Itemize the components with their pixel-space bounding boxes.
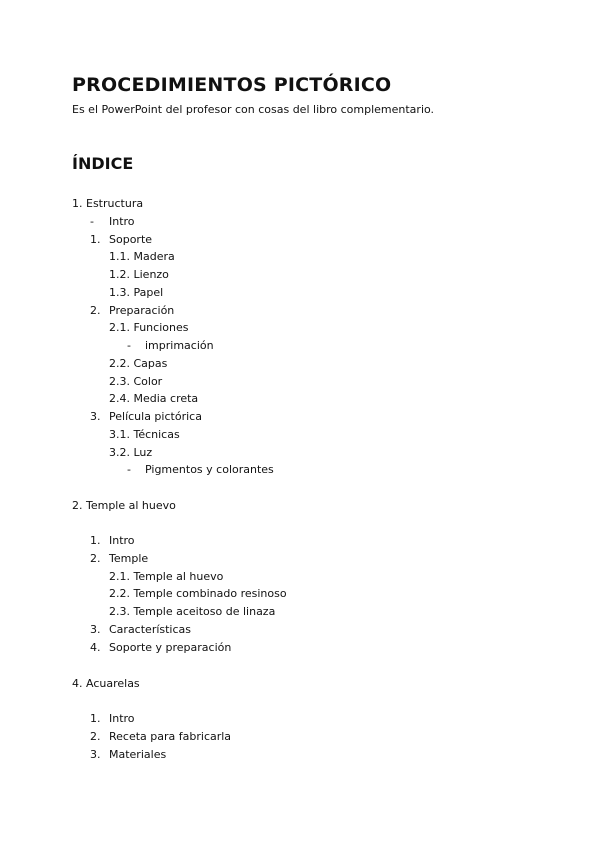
list-marker: 3. [90, 748, 101, 761]
toc-item: Soporte y preparación [109, 641, 232, 654]
toc-subitem: 3.2. Luz [109, 446, 153, 459]
toc-subitem: 2.3. Color [109, 375, 163, 388]
toc-subitem: 2.2. Capas [109, 357, 168, 370]
list-marker: 2. [90, 730, 101, 743]
toc-item: Materiales [109, 748, 167, 761]
toc-item: Soporte [109, 233, 153, 246]
toc-subitem: 2.3. Temple aceitoso de linaza [109, 605, 276, 618]
list-marker: 2. [90, 304, 101, 317]
list-marker: 3. [90, 410, 101, 423]
toc-item: Intro [109, 215, 135, 228]
list-marker: - [127, 339, 131, 352]
list-marker: 3. [90, 623, 101, 636]
list-marker: - [127, 463, 131, 476]
toc-section-title: 4. Acuarelas [72, 677, 140, 690]
list-marker: - [90, 215, 94, 228]
list-marker: 2. [90, 552, 101, 565]
toc-item: Película pictórica [109, 410, 202, 423]
toc-subitem: 2.4. Media creta [109, 392, 199, 405]
toc-item: Intro [109, 534, 135, 547]
toc-item: Temple [109, 552, 149, 565]
toc-item: Intro [109, 712, 135, 725]
list-marker: 1. [90, 233, 101, 246]
toc-section-title: 1. Estructura [72, 197, 144, 210]
toc-subitem: 3.1. Técnicas [109, 428, 180, 441]
toc-section-title: 2. Temple al huevo [72, 499, 176, 512]
toc-subitem: 2.1. Temple al huevo [109, 570, 224, 583]
toc-item: Características [109, 623, 192, 636]
toc-subitem: 1.1. Madera [109, 250, 175, 263]
document-subtitle: Es el PowerPoint del profesor con cosas del libro complementario. [72, 103, 435, 116]
toc-subitem: 2.2. Temple combinado resinoso [109, 587, 287, 600]
toc-subitem: imprimación [145, 339, 214, 352]
list-marker: 1. [90, 712, 101, 725]
list-marker: 1. [90, 534, 101, 547]
index-heading: ÍNDICE [72, 154, 134, 173]
list-marker: 4. [90, 641, 101, 654]
toc-subitem: Pigmentos y colorantes [145, 463, 274, 476]
toc-subitem: 1.3. Papel [109, 286, 164, 299]
toc-item: Receta para fabricarla [109, 730, 232, 743]
toc-item: Preparación [109, 304, 175, 317]
page-title: PROCEDIMIENTOS PICTÓRICO [72, 74, 392, 96]
toc-subitem: 1.2. Lienzo [109, 268, 169, 281]
toc-subitem: 2.1. Funciones [109, 321, 189, 334]
